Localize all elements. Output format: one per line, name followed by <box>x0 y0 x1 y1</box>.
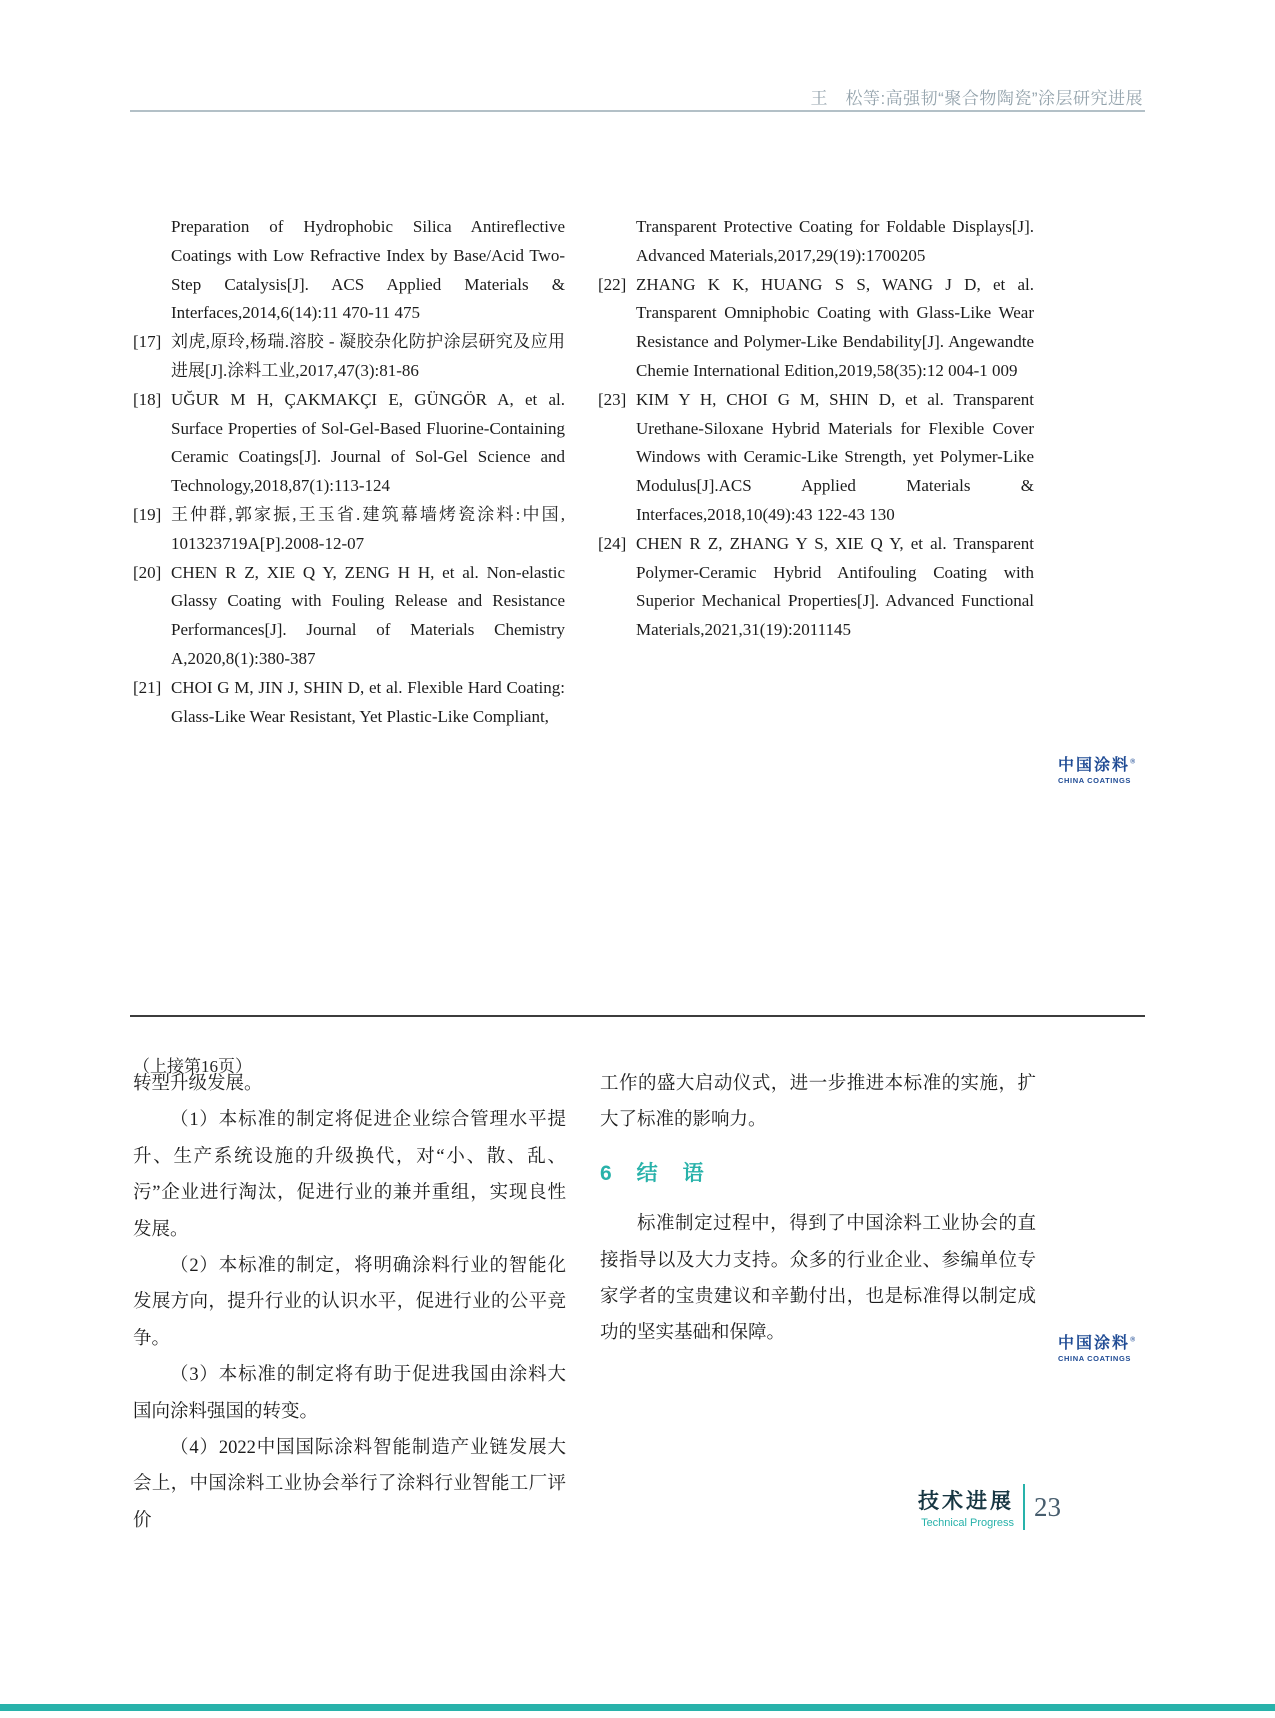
reference-item <box>598 386 1034 530</box>
reference-item <box>133 501 565 559</box>
footer-page-number: 23 <box>1034 1491 1061 1522</box>
references-left-column <box>133 213 565 731</box>
footer-divider <box>1023 1484 1025 1530</box>
reference-label: [17] <box>133 332 162 352</box>
reference-text: Preparation of Hydrophobic Silica Antireflective Coatings with Low Refractive Index by Base/Acid Two-Step Catalysis[J]. ACS Applied Materials & Interfaces,2014,6(14):11 470-11 475 <box>171 217 565 323</box>
paragraph: （4）2022中国国际涂料智能制造产业链发展大会上，中国涂料工业协会举行了涂料行业智能工厂评价 <box>133 1438 566 1531</box>
china-coatings-logo <box>1058 1330 1168 1363</box>
reference-item <box>133 674 565 732</box>
reference-text: 刘虎,原玲,杨瑞.溶胶 - 凝胶杂化防护涂层研究及应用进展[J].涂料工业,2017,47(3):81-86 <box>171 332 565 380</box>
reference-text: CHEN R Z, XIE Q Y, ZENG H H, et al. Non-elastic Glassy Coating with Fouling Release and Resistance Performances[J]. Journal of Materials Chemistry A,2020,8(1):380-387 <box>171 562 565 668</box>
reference-item <box>598 213 1034 271</box>
china-coatings-logo <box>1058 752 1168 785</box>
reference-label: [19] <box>133 504 162 524</box>
references-right-column <box>598 213 1034 645</box>
paragraph: （1）本标准的制定将促进企业综合管理水平提升、生产系统设施的升级换代，对“小、散、乱、污”企业进行淘汰，促进行业的兼并重组，实现良性发展。 <box>133 1110 566 1240</box>
continuation-note: （上接第16页） <box>133 1057 252 1076</box>
header-rule <box>130 110 1145 112</box>
reference-label: [21] <box>133 677 162 697</box>
logo-en-text: CHINA COATINGS <box>1058 1354 1131 1363</box>
registered-mark: ® <box>1130 1335 1136 1344</box>
reference-label: [23] <box>598 389 627 409</box>
footer-section-labels <box>918 1485 1014 1529</box>
section-divider-rule <box>130 1015 1145 1017</box>
reference-item <box>133 559 565 674</box>
paragraph: 转型升级发展。 <box>133 1074 263 1094</box>
reference-item <box>133 213 565 328</box>
reference-label: [20] <box>133 562 162 582</box>
paragraph: 标准制定过程中，得到了中国涂料工业协会的直接指导以及大力支持。众多的行业企业、参编单位专家学者的宝贵建议和辛勤付出，也是标准得以制定成功的坚实基础和保障。 <box>600 1214 1036 1344</box>
reference-item <box>133 386 565 501</box>
paragraph: （2）本标准的制定，将明确涂料行业的智能化发展方向，提升行业的认识水平，促进行业的公平竞争。 <box>133 1256 566 1349</box>
reference-text: CHOI G M, JIN J, SHIN D, et al. Flexible Hard Coating: Glass-Like Wear Resistant, Yet Plastic-Like Compliant, <box>171 677 565 726</box>
reference-label: [24] <box>598 533 627 553</box>
reference-text: CHEN R Z, ZHANG Y S, XIE Q Y, et al. Transparent Polymer-Ceramic Hybrid Antifouling Coating with Superior Mechanical Properties[J]. Advanced Functional Materials,2021,31(19):2011145 <box>636 533 1034 640</box>
running-title: 王 松等:高强韧“聚合物陶瓷”涂层研究进展 <box>810 89 1143 108</box>
body-left-column <box>133 1066 566 1539</box>
paragraph: （3）本标准的制定将有助于促进我国由涂料大国向涂料强国的转变。 <box>133 1365 566 1422</box>
reference-text: ZHANG K K, HUANG S S, WANG J D, et al. Transparent Omniphobic Coating with Glass-Like Wear Resistance and Polymer-Like Bendability[J]. Angewandte Chemie International Edition,2019,58(35):12 004-1 009 <box>636 274 1034 380</box>
reference-text: Transparent Protective Coating for Foldable Displays[J]. Advanced Materials,2017,29(19):1700205 <box>636 217 1034 265</box>
registered-mark: ® <box>1130 757 1136 766</box>
reference-text: UĞUR M H, ÇAKMAKÇI E, GÜNGÖR A, et al. Surface Properties of Sol-Gel-Based Fluorine-Containing Ceramic Coatings[J]. Journal of Sol-Gel Science and Technology,2018,87(1):113-124 <box>171 389 565 496</box>
reference-item <box>598 530 1034 645</box>
body-right-column <box>600 1066 1036 1352</box>
logo-en-text: CHINA COATINGS <box>1058 776 1131 785</box>
reference-item <box>598 271 1034 386</box>
reference-text: 王仲群,郭家振,王玉省.建筑幕墙烤瓷涂料:中国, 101323719A[P].2008-12-07 <box>171 504 565 553</box>
paragraph: 工作的盛大启动仪式，进一步推进本标准的实施，扩大了标准的影响力。 <box>600 1074 1036 1131</box>
reference-label: [22] <box>598 274 627 294</box>
page-footer <box>918 1484 1061 1530</box>
footer-section-label-cn: 技术进展 <box>918 1490 1014 1513</box>
bottom-accent-bar <box>0 1704 1275 1711</box>
logo-cn-text: 中国涂料 <box>1058 1335 1131 1352</box>
reference-text: KIM Y H, CHOI G M, SHIN D, et al. Transparent Urethane-Siloxane Hybrid Materials for Flexible Cover Windows with Ceramic-Like Strength, yet Polymer-Like Modulus[J].ACS Applied Materials & Interfaces,2018,10(49):43 122-43 130 <box>636 389 1034 524</box>
footer-section-label-en: Technical Progress <box>921 1517 1014 1529</box>
logo-cn-text: 中国涂料 <box>1058 757 1131 774</box>
reference-item <box>133 328 565 386</box>
section-heading-conclusion: 6 结 语 <box>600 1161 706 1185</box>
reference-label: [18] <box>133 389 162 409</box>
